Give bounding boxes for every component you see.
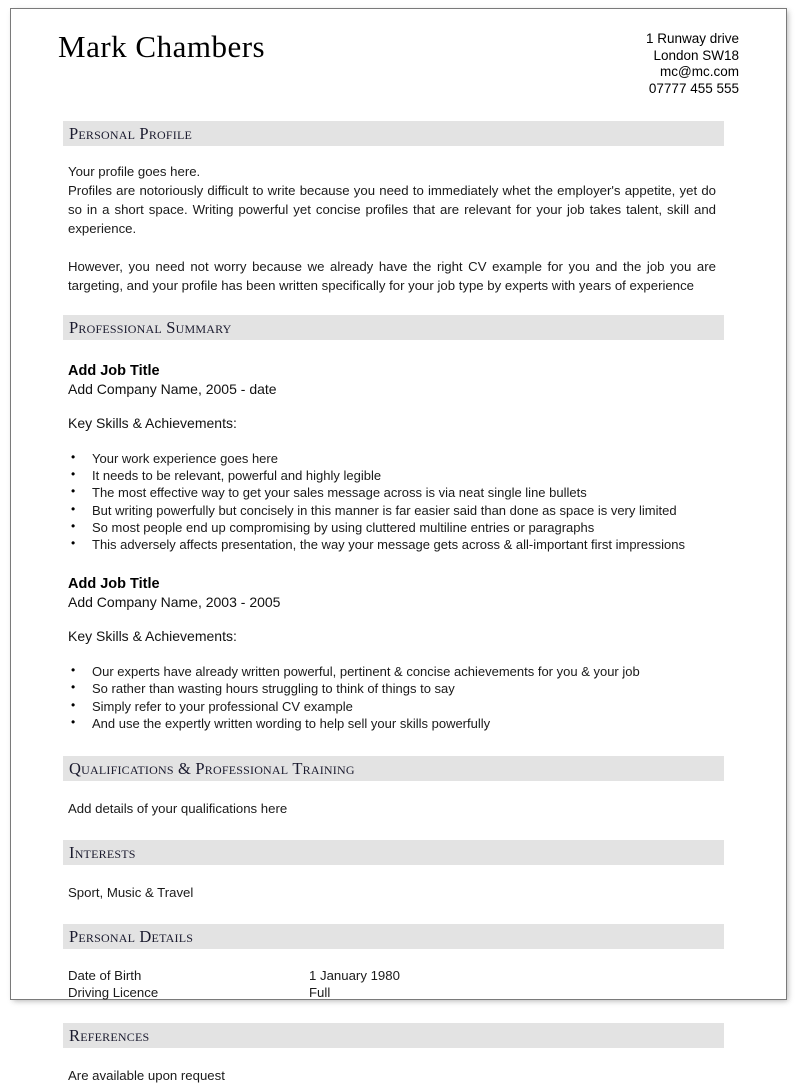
job-title: Add Job Title (68, 363, 160, 379)
section-header-qualifications (63, 756, 724, 781)
list-item: • So most people end up compromising by using cluttered multiline entries or paragraphs (92, 519, 716, 536)
cv-header (11, 9, 786, 97)
list-item: • It needs to be relevant, powerful and highly legible (92, 467, 716, 484)
profile-paragraph-1: Profiles are notoriously difficult to write because you need to immediately whet the employer's appetite, yet do so in a short space. Writing powerful yet concise profiles that are relevant for your job takes talent, skill and experience. (68, 183, 716, 236)
section-header-personal-details (63, 924, 724, 949)
job-bullets-list (11, 663, 786, 732)
job-company: Add Company Name, 2003 - 2005 (68, 594, 281, 611)
section-header-references (63, 1023, 724, 1048)
personal-profile-body (68, 162, 716, 295)
section-title-interests: Interests (69, 843, 136, 863)
table-row (68, 967, 400, 984)
detail-label: Date of Birth (68, 968, 142, 984)
interests-text: Sport, Music & Travel (68, 885, 194, 901)
contact-email[interactable]: mc@mc.com (660, 64, 739, 79)
contact-city-line: London SW18 (653, 47, 739, 63)
list-item: • And use the expertly written wording to help sell your skills powerfully (92, 715, 716, 732)
section-header-professional-summary (63, 315, 724, 340)
job-title: Add Job Title (68, 576, 160, 593)
list-item: • Your work experience goes here (92, 450, 716, 467)
contact-phone: 07777 455 555 (648, 80, 739, 96)
candidate-name: Mark Chambers (58, 29, 266, 64)
table-row (68, 984, 400, 1001)
key-skills-label: Key Skills & Achievements: (68, 628, 237, 645)
contact-address-line: 1 Runway drive (645, 31, 739, 46)
section-header-personal-profile (63, 121, 724, 146)
section-title-professional-summary: Professional Summary (69, 318, 232, 337)
list-item: • But writing powerfully but concisely in this manner is far easier said than done as space is very limited (92, 502, 716, 519)
section-title-personal-details: Personal Details (69, 927, 194, 947)
profile-paragraph-lead: Your profile goes here. (68, 164, 201, 179)
personal-details-table (68, 967, 400, 1001)
cv-page (10, 8, 787, 1084)
list-item: • This adversely affects presentation, the way your message gets across & all-important first impressions (92, 536, 716, 553)
list-item: • Our experts have already written powerful, pertinent & concise achievements for you & your job (92, 663, 716, 680)
job-bullets-list (11, 450, 786, 553)
section-title-qualifications: Qualifications & Professional Training (69, 759, 355, 779)
key-skills-label: Key Skills & Achievements: (68, 415, 237, 431)
list-item: • The most effective way to get your sales message across is via neat single line bullets (92, 484, 716, 501)
detail-value: 1 January 1980 (309, 968, 400, 984)
section-title-references: References (69, 1026, 150, 1046)
list-item: • Simply refer to your professional CV example (92, 698, 716, 715)
section-header-interests (63, 840, 724, 865)
list-item: • So rather than wasting hours struggling to think of things to say (92, 680, 716, 697)
references-text: Are available upon request (68, 1068, 225, 1084)
detail-label: Driving Licence (68, 985, 159, 1001)
cv-content (11, 9, 786, 1084)
section-title-personal-profile: Personal Profile (69, 124, 193, 143)
contact-details (646, 27, 739, 97)
profile-paragraph-2: However, you need not worry because we already have the right CV example for you and the job you are targeting, and your profile has been written specifically for your job type by experts with years of experience (68, 259, 716, 293)
job-company: Add Company Name, 2005 - date (68, 381, 277, 397)
qualifications-text: Add details of your qualifications here (68, 801, 288, 817)
detail-value: Full (309, 985, 331, 1001)
